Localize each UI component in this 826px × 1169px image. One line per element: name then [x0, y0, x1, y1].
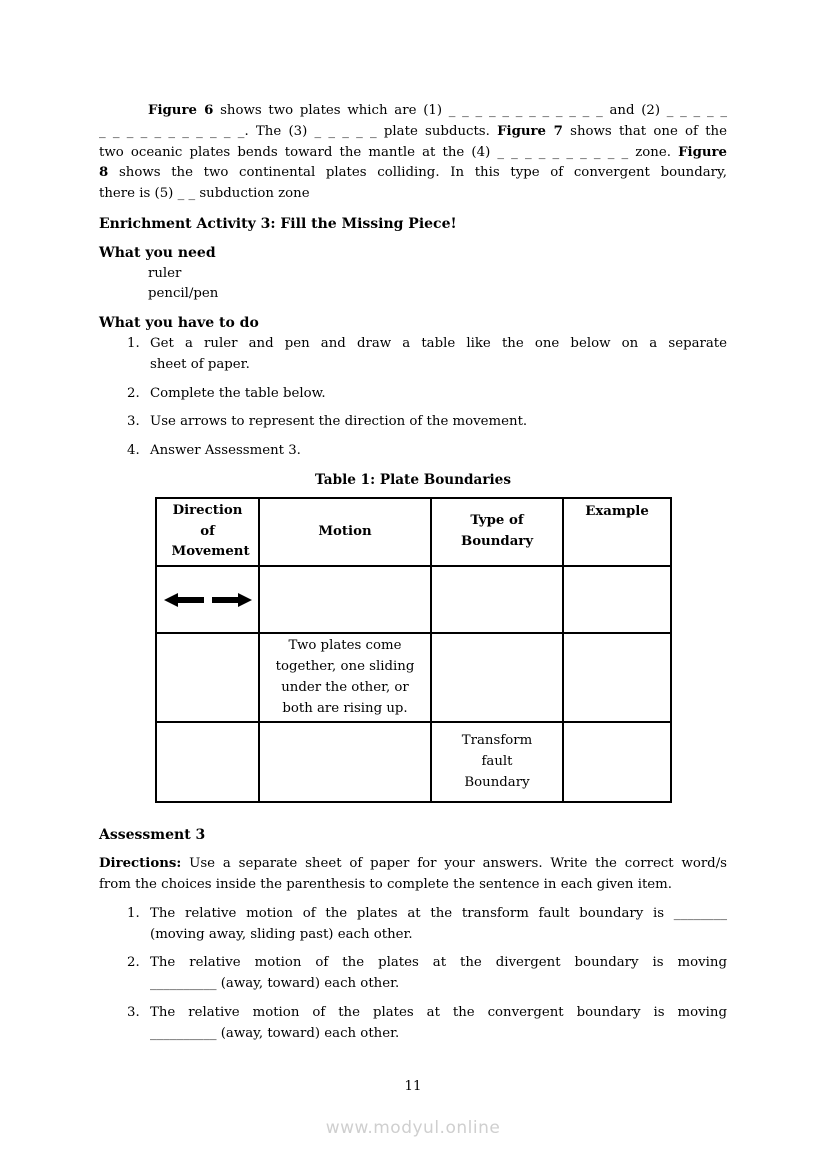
item-number: 2. — [127, 955, 140, 971]
watermark: www.modyul.online — [325, 1118, 501, 1138]
assessment-item — [99, 904, 727, 946]
intro-paragraph: Figure 6 shows two plates which are (1) _ _ _ _ _ _ _ _ _ _ _ _ and (2) _ _ _ _ _ _ _ _ _ _ _ _ _ _ _ _. The (3) _ _ _ _ _ plate subducts. Figure 7 shows that one of the two oceanic plates bends toward the mantle at the (4) _ _ _ _ _ _ _ _ _ _ zone. Figure 8 shows the two continental plates colliding. In this type of convergent boundary, there is (5) _ _ subduction zone — [99, 103, 727, 202]
table-row-divergent — [156, 566, 671, 633]
item-text: Complete the table below. — [150, 385, 326, 401]
instruction-item — [99, 412, 727, 433]
direction-cell — [156, 566, 259, 633]
left-arrow-icon — [164, 592, 204, 608]
what-you-need-heading: What you need — [99, 244, 216, 261]
direction-cell — [156, 633, 259, 722]
material-item-pencil: pencil/pen — [148, 286, 219, 302]
type-of-boundary-cell — [431, 633, 563, 722]
type-of-boundary-cell: Transform fault Boundary — [431, 722, 563, 802]
item-number: 4. — [127, 443, 140, 459]
instructions-list — [99, 334, 727, 462]
assessment-list — [99, 904, 727, 1045]
example-cell — [563, 566, 671, 633]
col-header-motion: Motion — [259, 498, 431, 566]
item-text: The relative motion of the plates at the transform fault boundary is ________ (moving away, sliding past) each other. — [150, 905, 727, 942]
motion-cell — [259, 722, 431, 802]
item-text: The relative motion of the plates at the divergent boundary is moving __________ (away, toward) each other. — [150, 955, 727, 992]
material-item-ruler: ruler — [148, 265, 182, 281]
motion-cell — [259, 566, 431, 633]
table-row-transform — [156, 722, 671, 802]
item-number: 3. — [127, 1004, 140, 1020]
col-header-direction-of-movement: Direction of Movement — [156, 498, 259, 566]
divergent-arrows — [163, 592, 252, 608]
item-text: Get a ruler and pen and draw a table like the one below on a separate sheet of paper. — [150, 335, 727, 372]
item-number: 1. — [127, 335, 140, 351]
item-number: 2. — [127, 385, 140, 401]
right-arrow-icon — [212, 592, 252, 608]
item-number: 1. — [127, 905, 140, 921]
item-number: 3. — [127, 414, 140, 430]
instruction-item — [99, 441, 727, 462]
assessment-heading: Assessment 3 — [99, 827, 206, 844]
col-header-type-of-boundary: Type of Boundary — [431, 498, 563, 566]
table-caption: Table 1: Plate Boundaries — [314, 471, 511, 488]
materials-list — [99, 264, 727, 306]
item-text: Answer Assessment 3. — [150, 443, 301, 459]
direction-cell — [156, 722, 259, 802]
directions-paragraph: Directions: Use a separate sheet of paper for your answers. Write the correct word/s from the choices inside the parenthesis to complete the sentence in each given item. — [99, 856, 727, 892]
table-header-row — [156, 498, 671, 566]
instruction-item — [99, 334, 727, 376]
motion-cell: Two plates come together, one sliding under the other, or both are rising up. — [259, 633, 431, 722]
enrichment-activity-heading: Enrichment Activity 3: Fill the Missing Piece! — [99, 215, 457, 232]
example-cell — [563, 722, 671, 802]
item-text: Use arrows to represent the direction of the movement. — [150, 414, 528, 430]
instruction-item — [99, 384, 727, 405]
page-number: 11 — [404, 1079, 422, 1094]
col-header-example: Example — [563, 498, 671, 566]
item-text: The relative motion of the plates at the convergent boundary is moving __________ (away, toward) each other. — [150, 1004, 727, 1041]
plate-boundaries-table — [155, 497, 672, 804]
assessment-item — [99, 1003, 727, 1045]
what-you-have-to-do-heading: What you have to do — [99, 315, 259, 332]
type-of-boundary-cell — [431, 566, 563, 633]
example-cell — [563, 633, 671, 722]
table-row-convergent — [156, 633, 671, 722]
assessment-item — [99, 953, 727, 995]
